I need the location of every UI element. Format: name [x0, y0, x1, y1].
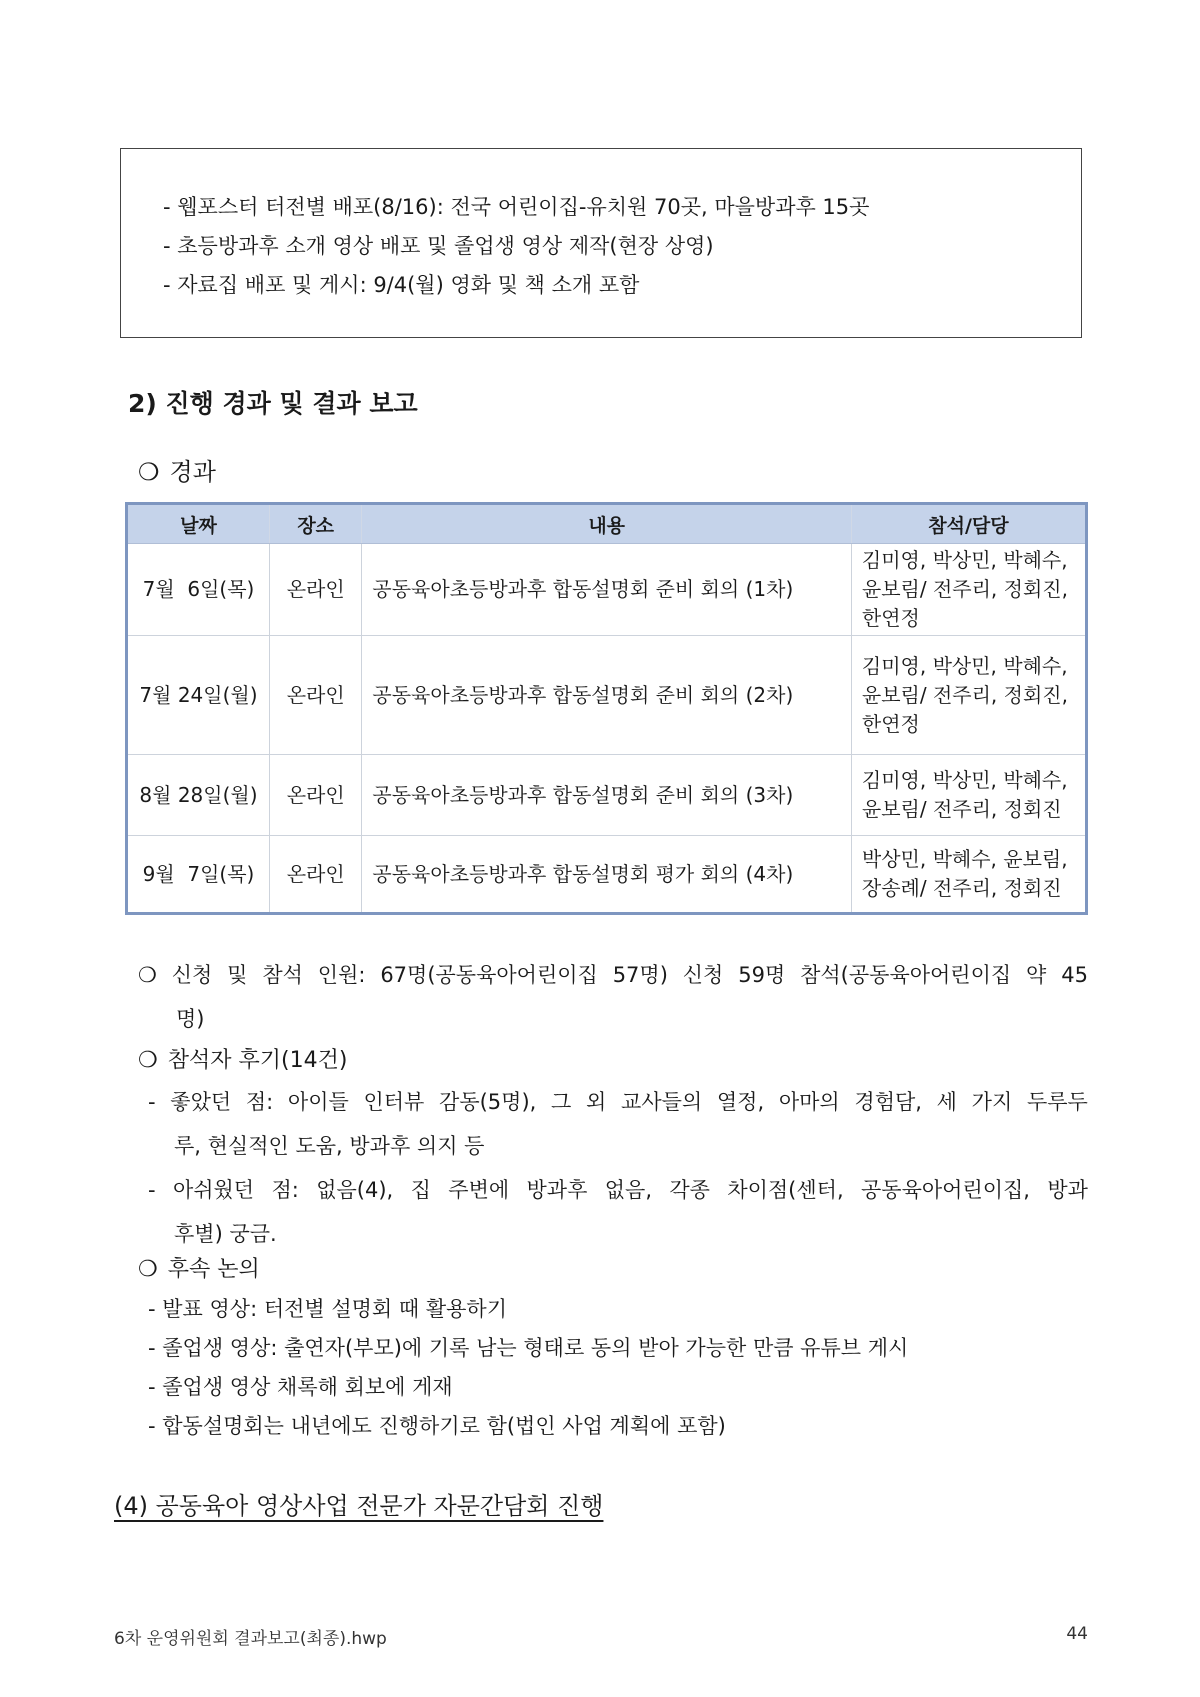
- word: 방과후: [526, 1178, 588, 1202]
- reviews-title: [138, 1043, 347, 1074]
- word: 경험담,: [854, 1090, 922, 1114]
- followup-item: - 합동설명회는 내년에도 진행하기로 함(법인 사업 계획에 포함): [148, 1414, 726, 1438]
- table-header-row: [127, 504, 1087, 544]
- circle-bullet-icon: ❍: [138, 1257, 158, 1282]
- attendee-line: 윤보림/ 전주리, 정회진: [861, 797, 1062, 821]
- attendee-line: 김미영, 박상민, 박혜수,: [861, 768, 1068, 792]
- followup-title-text: 후속 논의: [167, 1257, 260, 1282]
- followup-item: - 졸업생 영상 채록해 회보에 게재: [148, 1375, 453, 1399]
- word: 없음(4),: [316, 1178, 394, 1202]
- word: 집: [410, 1178, 431, 1202]
- word: 67명(공동육아어린이집: [380, 963, 598, 987]
- row-date: 7월 24일(월): [127, 636, 270, 755]
- row-date: 8월 28일(월): [127, 755, 270, 836]
- word: 인원:: [317, 963, 366, 987]
- word: 신청: [171, 963, 213, 987]
- followup-item: - 졸업생 영상: 출연자(부모)에 기록 남는 형태로 동의 받아 가능한 만큼 유튜브 게시: [148, 1336, 909, 1360]
- circle-bullet-icon: ❍: [138, 458, 160, 486]
- word: 감동(5명),: [439, 1090, 537, 1114]
- word: 인터뷰: [363, 1090, 425, 1114]
- review-good: [148, 1080, 1088, 1168]
- word: 59명: [738, 963, 786, 987]
- word: 차이점(센터,: [727, 1178, 844, 1202]
- header-date: 날짜: [127, 504, 270, 544]
- word: 아이들: [287, 1090, 349, 1114]
- progress-label: 경과: [169, 458, 216, 486]
- attendee-line: 김미영, 박상민, 박혜수,: [861, 653, 1068, 678]
- followup-title: [138, 1252, 260, 1283]
- row-place: 온라인: [269, 544, 361, 636]
- word: 점:: [245, 1090, 274, 1114]
- review-regret-continuation: 후별) 궁금.: [174, 1222, 277, 1246]
- circle-bullet-icon: ❍: [138, 963, 157, 987]
- attendee-line: 한연정: [861, 711, 920, 736]
- word: 45: [1061, 963, 1088, 987]
- word: 세: [936, 1090, 957, 1114]
- row-date: 7월 6일(목): [127, 544, 270, 636]
- attendee-line: 박상민, 박혜수, 윤보림,: [861, 847, 1068, 871]
- row-content: 공동육아초등방과후 합동설명회 준비 회의 (3차): [362, 755, 852, 836]
- word: 아쉬웠던: [172, 1178, 255, 1202]
- word: 점:: [271, 1178, 299, 1202]
- row-place: 온라인: [269, 836, 361, 914]
- reviews-title-text: 참석자 후기(14건): [167, 1048, 348, 1073]
- attendee-line: 윤보림/ 전주리, 정회진,: [861, 682, 1068, 707]
- review-good-continuation: 루, 현실적인 도움, 방과후 의지 등: [174, 1134, 485, 1158]
- table-row: [127, 836, 1087, 914]
- review-regret-line: [148, 1168, 1088, 1212]
- header-place: 장소: [269, 504, 361, 544]
- row-place: 온라인: [269, 755, 361, 836]
- word: 열정,: [716, 1090, 765, 1114]
- row-attendees: [851, 836, 1086, 914]
- word: 가지: [971, 1090, 1013, 1114]
- notice-line: - 초등방과후 소개 영상 배포 및 졸업생 영상 제작(현장 상영): [163, 234, 714, 258]
- word: 주변에: [448, 1178, 510, 1202]
- progress-table: [125, 502, 1088, 915]
- attendee-line: 김미영, 박상민, 박혜수,: [861, 548, 1068, 572]
- attendance-continuation: 명): [176, 1007, 205, 1031]
- table-row: [127, 636, 1087, 755]
- section-heading: 2) 진행 경과 및 결과 보고: [128, 389, 418, 418]
- table-row: [127, 755, 1087, 836]
- word: 참석: [262, 963, 303, 987]
- table-row: [127, 544, 1087, 636]
- header-attendees: 참석/담당: [851, 504, 1086, 544]
- word: 교사들의: [621, 1090, 703, 1114]
- header-content: 내용: [362, 504, 852, 544]
- review-good-line: [148, 1080, 1088, 1124]
- footer-filename: 6차 운영위원회 결과보고(최종).hwp: [114, 1629, 387, 1649]
- word: 및: [227, 963, 248, 987]
- word: 약: [1026, 963, 1047, 987]
- progress-subheading: [138, 452, 216, 487]
- attendee-line: 윤보림/ 전주리, 정회진,: [861, 577, 1068, 601]
- page-number: 44: [1066, 1624, 1088, 1644]
- word: 57명): [612, 963, 668, 987]
- attendee-line: 한연정: [861, 606, 920, 630]
- word: 그: [551, 1090, 572, 1114]
- row-content: 공동육아초등방과후 합동설명회 평가 회의 (4차): [362, 836, 852, 914]
- dash: -: [148, 1090, 156, 1114]
- row-date: 9월 7일(목): [127, 836, 270, 914]
- word: 외: [586, 1090, 607, 1114]
- word: 아마의: [778, 1090, 840, 1114]
- attendee-line: 장송례/ 전주리, 정회진: [861, 876, 1062, 900]
- followup-item: - 발표 영상: 터전별 설명회 때 활용하기: [148, 1297, 507, 1321]
- notice-line: - 웹포스터 터전별 배포(8/16): 전국 어린이집-유치원 70곳, 마을방과후 15곳: [163, 195, 870, 219]
- row-attendees: [851, 544, 1086, 636]
- row-content: 공동육아초등방과후 합동설명회 준비 회의 (2차): [362, 636, 852, 755]
- attendance-line: [138, 953, 1088, 997]
- word: 없음,: [604, 1178, 652, 1202]
- row-attendees: [851, 755, 1086, 836]
- dash: -: [148, 1178, 156, 1202]
- row-place: 온라인: [269, 636, 361, 755]
- next-section-title: (4) 공동육아 영상사업 전문가 자문간담회 진행: [114, 1492, 604, 1520]
- word: 참석(공동육아어린이집: [800, 963, 1012, 987]
- row-attendees: [851, 636, 1086, 755]
- word: 각종: [669, 1178, 710, 1202]
- word: 공동육아어린이집,: [861, 1178, 1030, 1202]
- word: 좋았던: [170, 1090, 232, 1114]
- notice-line: - 자료집 배포 및 게시: 9/4(월) 영화 및 책 소개 포함: [163, 273, 640, 297]
- row-content: 공동육아초등방과후 합동설명회 준비 회의 (1차): [362, 544, 852, 636]
- attendance-paragraph: [138, 953, 1088, 1041]
- word: 신청: [682, 963, 724, 987]
- word: 방과: [1047, 1178, 1088, 1202]
- notice-box: [120, 148, 1082, 338]
- review-regret: [148, 1168, 1088, 1256]
- word: 두루두: [1026, 1090, 1088, 1114]
- circle-bullet-icon: ❍: [138, 1048, 158, 1073]
